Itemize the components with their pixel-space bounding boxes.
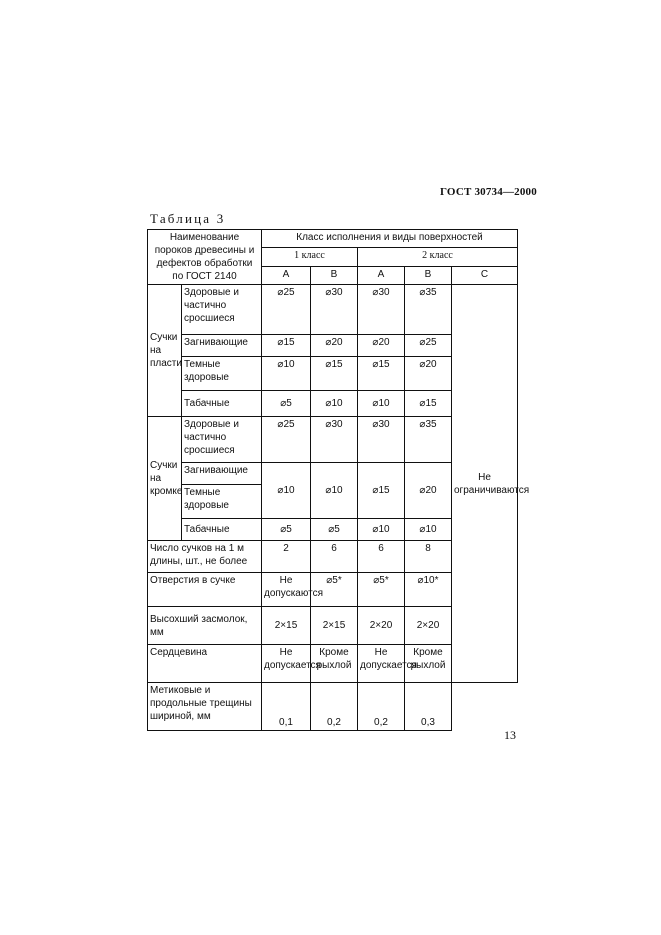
table-cell: ⌀15 xyxy=(311,357,358,391)
table-cell: 8 xyxy=(405,541,452,573)
header-sub-b: B xyxy=(405,266,452,284)
table-cell: 2×15 xyxy=(262,607,311,645)
table-cell: ⌀10 xyxy=(358,391,405,417)
page-number: 13 xyxy=(504,728,516,742)
row-label: Темные здоровые xyxy=(182,357,262,391)
row-label: Метиковые и продольные трещины шириной, мм xyxy=(148,683,262,731)
header-sub-a: A xyxy=(262,266,311,284)
table-cell: ⌀10 xyxy=(311,463,358,519)
table-cell: ⌀15 xyxy=(358,463,405,519)
row-label: Загнивающие xyxy=(182,463,262,485)
table-cell: ⌀15 xyxy=(358,357,405,391)
table-cell: ⌀20 xyxy=(358,335,405,357)
row-label: Отверстия в сучке xyxy=(148,573,262,607)
table-cell: ⌀5* xyxy=(311,573,358,607)
table-cell: ⌀10 xyxy=(405,519,452,541)
row-label: Здоровые и частично сросшиеся xyxy=(182,417,262,463)
table-cell: ⌀35 xyxy=(405,285,452,335)
group-knots-edge: Сучки на кромке xyxy=(148,417,182,541)
row-label: Высохший засмолок, мм xyxy=(148,607,262,645)
data-table xyxy=(147,229,530,731)
row-label: Число сучков на 1 м длины, шт., не более xyxy=(148,541,262,573)
row-label: Здоровые и частично сросшиеся xyxy=(182,285,262,335)
table-cell: ⌀15 xyxy=(405,391,452,417)
table-cell: ⌀10* xyxy=(405,573,452,607)
table-cell: ⌀30 xyxy=(311,285,358,335)
table-cell: 2×15 xyxy=(311,607,358,645)
table-cell: ⌀15 xyxy=(262,335,311,357)
header-sub-a: A xyxy=(358,266,405,284)
table-cell: 2×20 xyxy=(405,607,452,645)
table-cell: 6 xyxy=(358,541,405,573)
table-cell: ⌀25 xyxy=(262,417,311,463)
header-name-column: Наименование пороков древесины и дефектов обработки по ГОСТ 2140 xyxy=(148,230,262,285)
table-cell: ⌀10 xyxy=(358,519,405,541)
table-cell: 2 xyxy=(262,541,311,573)
table-cell: ⌀5* xyxy=(358,573,405,607)
table-cell: Кроме рыхлой xyxy=(405,645,452,683)
table-cell: Не допускается xyxy=(358,645,405,683)
table-cell: ⌀20 xyxy=(405,357,452,391)
row-label: Темные здоровые xyxy=(182,485,262,519)
header-class-group: Класс исполнения и виды поверхностей xyxy=(262,230,518,248)
table-cell: ⌀5 xyxy=(262,519,311,541)
table-cell: Не допускается xyxy=(262,645,311,683)
table-cell: 6 xyxy=(311,541,358,573)
table-cell: 0,1 xyxy=(262,683,311,731)
row-label: Загнивающие xyxy=(182,335,262,357)
table-cell: ⌀25 xyxy=(405,335,452,357)
table-cell: Кроме рыхлой xyxy=(311,645,358,683)
table-cell: 2×20 xyxy=(358,607,405,645)
document-code: ГОСТ 30734—2000 xyxy=(440,186,537,198)
table-cell: ⌀25 xyxy=(262,285,311,335)
table-cell: ⌀10 xyxy=(311,391,358,417)
table-cell: Не допускаются xyxy=(262,573,311,607)
row-label: Табачные xyxy=(182,519,262,541)
table-cell: ⌀30 xyxy=(358,285,405,335)
group-knots-face: Сучки на пласти xyxy=(148,285,182,417)
table-cell: 0,2 xyxy=(311,683,358,731)
table-caption: Таблица 3 xyxy=(150,211,226,226)
header-class-2: 2 класс xyxy=(358,248,518,266)
header-sub-c: C xyxy=(452,266,518,284)
table-cell: ⌀20 xyxy=(405,463,452,519)
table-cell: ⌀35 xyxy=(405,417,452,463)
table-cell: 0,3 xyxy=(405,683,452,731)
table-cell: 0,2 xyxy=(358,683,405,731)
header-sub-b: B xyxy=(311,266,358,284)
table-cell: ⌀5 xyxy=(262,391,311,417)
table-cell: ⌀10 xyxy=(262,357,311,391)
column-c-value: Не ограничиваются xyxy=(452,285,518,683)
table-cell: ⌀10 xyxy=(262,463,311,519)
table-cell: ⌀30 xyxy=(358,417,405,463)
row-label: Табачные xyxy=(182,391,262,417)
row-label: Сердцевина xyxy=(148,645,262,683)
table-cell: ⌀20 xyxy=(311,335,358,357)
header-class-1: 1 класс xyxy=(262,248,358,266)
table-cell: ⌀30 xyxy=(311,417,358,463)
table-cell: ⌀5 xyxy=(311,519,358,541)
